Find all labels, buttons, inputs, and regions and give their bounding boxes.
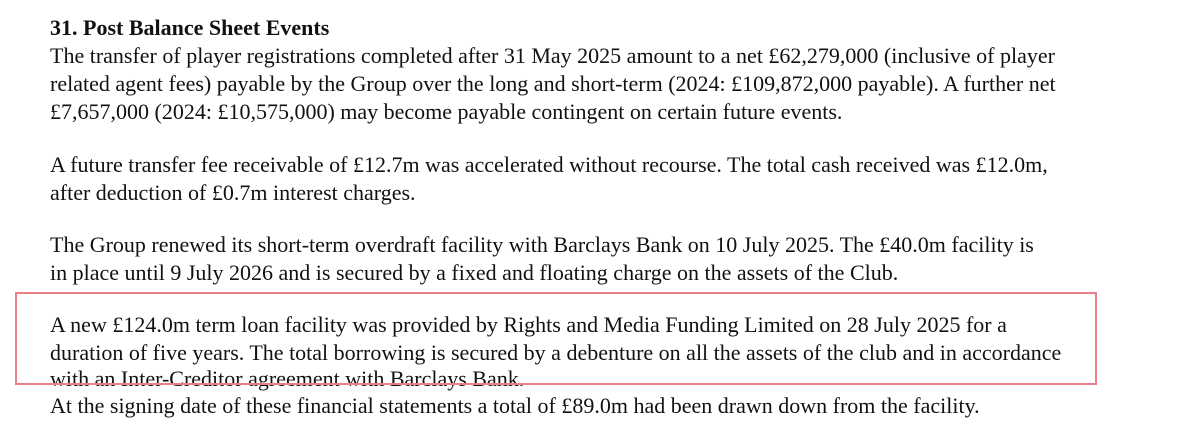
paragraph-3-line-1: The Group renewed its short-term overdraft facility with Barclays Bank on 10 July 2025. The £40.0m facility is [50,232,1034,257]
paragraph-1-line-1: The transfer of player registrations completed after 31 May 2025 amount to a net £62,279,000 (inclusive of player [50,43,1055,68]
paragraph-5-line-1: At the signing date of these financial statements a total of £89.0m had been drawn down from the facility. [50,393,980,418]
section-heading: 31. Post Balance Sheet Events [50,15,330,40]
highlight-annotation-box [15,292,1097,385]
paragraph-2-line-2: after deduction of £0.7m interest charges. [50,180,416,205]
paragraph-4-line-2: duration of five years. The total borrowing is secured by a debenture on all the assets of the club and in accordance [50,340,1062,365]
paragraph-1-line-2: related agent fees) payable by the Group over the long and short-term (2024: £109,872,000 payable). A further net [50,71,1056,96]
paragraph-4-line-1: A new £124.0m term loan facility was provided by Rights and Media Funding Limited on 28 July 2025 for a [50,312,1007,337]
paragraph-2-line-1: A future transfer fee receivable of £12.7m was accelerated without recourse. The total cash received was £12.0m, [50,152,1048,177]
paragraph-3-line-2: in place until 9 July 2026 and is secured by a fixed and floating charge on the assets of the Club. [50,260,899,285]
paragraph-4-line-3: with an Inter-Creditor agreement with Barclays Bank. [50,366,525,391]
paragraph-1-line-3: £7,657,000 (2024: £10,575,000) may become payable contingent on certain future events. [50,99,843,124]
